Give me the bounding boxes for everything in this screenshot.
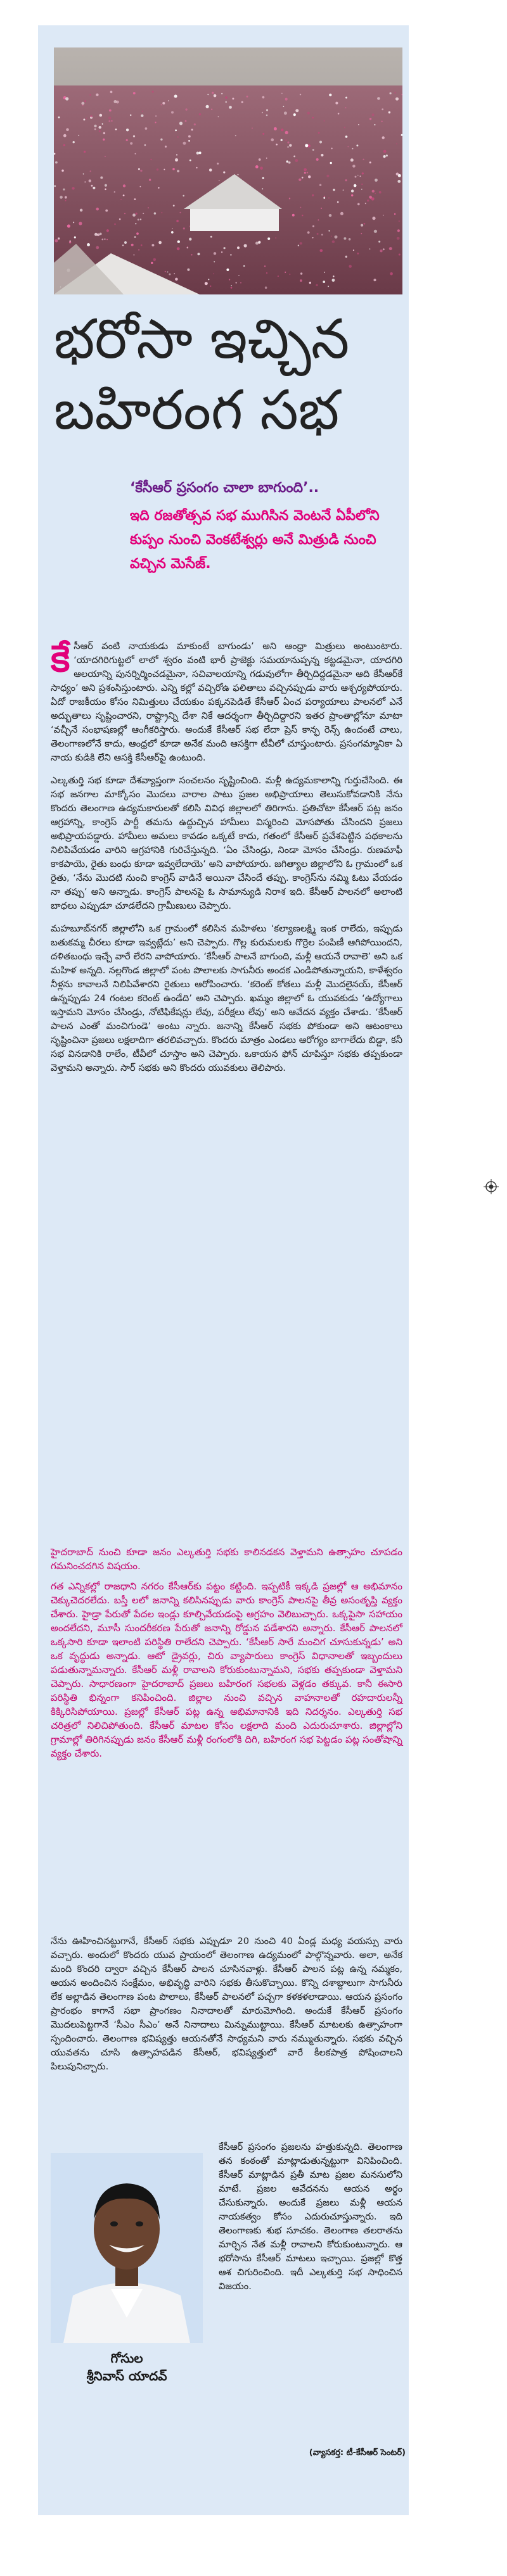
article-paragraph-3: మహబూబ్‌నగర్ జిల్లాలోని ఒక గ్రామంలో కలిసిన మహిళలు ‘కల్యాణలక్ష్మి ఇంక రాలేదు, ఇప్పుడు బతుకమ్మ చీరలు కూడా ఇవ్వట్లేదు’ అని చెప్పారు. గొల్ల కురుమలకు గొర్రెల పంపిణీ ఆగిపోయిందని, దళితబంధు ఇచ్చే వారే లేరని వాపోయారు. ‘కేసీఆర్ పాలనే బాగుంది, మళ్లీ ఆయనే రావాలె’ అని ఒక మహిళ అన్నది. నల్లగొండ జిల్లాలో పంట పొలాలకు సాగునీరు అందక ఎండిపోతున్నాయని, కాళేశ్వరం నీళ్లను కావాలనే నిలిపివేశారని రైతులు ఆరోపించారు. ‘కరెంట్ కోతలు మళ్లీ మొదలైనయ్, కేసీఆర్ ఉన్నప్పుడు 24 గంటల కరెంట్ ఉండేది’ అని చెప్పారు. ఖమ్మం జిల్లాలో ఓ యువకుడు ‘ఉద్యోగాలు ఇస్తామని మోసం చేసిండ్రు, నోటిఫికేషన్లు లేవు, పరీక్షలు లేవు’ అని ఆవేదన వ్యక్తం చేశాడు. ‘కేసీఆర్ పాలన ఎంతో మంచిగుండె’ అంటు న్నారు. జనాన్ని కేసీఆర్ సభకు పోకుండా అని ఆటంకాలు సృష్టించినా ప్రజలు లక్షలాదిగా తరలివచ్చారు. కొందరు మాత్రం ఎండలు ఆరోగ్యం బాగాలేదు బిడ్డా, కనీ సభ వినడానికి రాలేం, టీవీలో చూస్తాం అని చెప్పారు. ఒకాయన ఫోన్ చూపిస్తూ సభకు తప్పకుండా వెళ్తామని అన్నారు. సార్ సభకు అని కొందరు యువకులు తెలిపారు. [51, 923, 402, 1073]
subheading-text: ఇది రజతోత్సవ సభ ముగిసిన వెంటనే ఏపీలోని కుప్పం నుంచి వెంకటేశ్వర్లు అనే మిత్రుడి నుంచి వచ్చిన మెసేజ్. [130, 508, 380, 572]
subheading-quote: ‘కేసీఆర్ ప్రసంగం చాలా బాగుంది’.. [130, 480, 319, 496]
headline-line-1: భరోసా ఇచ్చిన [54, 308, 350, 371]
article2-paragraph-1: నేను ఊహించినట్టుగానే, కేసీఆర్ సభకు ఎప్పుడూ 20 నుంచి 40 ఏండ్ల మధ్య వయస్సు వారు వచ్చారు. అందులో కొందరు యువ ప్రాయంలో తెలంగాణ ఉద్యమంలో పాల్గొన్నవారు. అలా, అనేక మంది కొందరి ద్వారా వచ్చిన కేసీఆర్ పాలన చూసినవాళ్లు. కేసీఆర్ పాలన పట్ల ఉన్న నమ్మకం, ఆయన అందించిన సంక్షేమం, అభివృద్ధి వారిని సభకు తీసుకొచ్చాయి. కొన్ని దశాబ్దాలుగా సాగునీరు లేక అల్లాడిన తెలంగాణ పంట పొలాలు, కేసీఆర్ పాలనలో పచ్చగా కళకళలాడాయి. ఆయన ప్రసంగం ప్రారంభం కాగానే సభా ప్రాంగణం నినాదాలతో మారుమోగింది. అందుకే కేసీఆర్ ప్రసంగం మొదలుపెట్టగానే ‘సీఎం సీఎం’ అనే నినాదాలు మిన్నుముట్టాయి. కేసీఆర్ మాటలకు ఉత్సాహంగా స్పందించారు. తెలంగాణ భవిష్యత్తు ఆయనతోనే సాధ్యమని వారు నమ్ముతున్నారు. సభకు వచ్చిన యువతను చూసి ఉత్సాహపడిన కేసీఆర్, భవిష్యత్తులో వారే కీలకపాత్ర పోషించాలని పిలుపునిచ్చారు. [51, 1936, 402, 2072]
headline-line-2: బహిరంగ సభ [54, 379, 340, 442]
author-credit: (వ్యాసకర్త: టీ-కేసీఆర్ సెంటర్) [309, 2448, 406, 2458]
registration-mark-icon [484, 1179, 499, 1194]
drop-cap: కే [51, 637, 70, 680]
sidebar-text: కేసీఆర్ ప్రసంగం ప్రజలను హత్తుకున్నది. తెలంగాణ తన కంఠంతో మాట్లాడుతున్నట్టుగా వినిపించింది. కేసీఆర్ మాట్లాడిన ప్రతీ మాట ప్రజల మనసులోని మాటే. ప్రజల ఆవేదనను ఆయన అర్థం చేసుకున్నారు. అందుకే ప్రజలు మళ్లీ ఆయన నాయకత్వం కోసం ఎదురుచూస్తున్నారు. ఇది తెలంగాణకు శుభ సూచకం. తెలంగాణ తలరాతను మార్చిన నేత మళ్లీ రావాలని కోరుకుంటున్నారు. ఆ భరోసాను కేసీఆర్ మాటలు ఇచ్చాయి. ప్రజల్లో కొత్త ఆశ చిగురించింది. ఇదీ ఎల్కతుర్తి సభ సాధించిన విజయం. [219, 2142, 402, 2292]
headline [54, 304, 402, 446]
highlight-section [51, 1545, 402, 1760]
article-paragraph-2: ఎల్కతుర్తి సభ కూడా దేశవ్యాప్తంగా సంచలనం సృష్టించింది. మళ్లీ ఉద్యమకాలాన్ని గుర్తుచేసింది. ఈ సభ జనగాల మాక్కోసం మొదలు వారాల పాటు ప్రజల అభిప్రాయాలు తెలుసుకోవడానికి నేను కొందరు తెలంగాణ ఉద్యమకారులతో కలిసి వివిధ జిల్లాలలో తిరిగాను. ప్రతిచోటా కేసీఆర్ పట్ల జనం ఆగ్రహాన్ని, కాంగ్రెస్ పార్టీ తమను ఉద్దుచ్చిన హామీలు విస్మరించి మోసపోతు చేసిందని ప్రజలు అభిప్రాయపడ్డారు. హామీలు అమలు కావడం ఒక్కటే కాదు, గతంలో కేసీఆర్ ప్రవేశపెట్టిన పథకాలను నిలిపివేయడం వారిని ఆగ్రహానికి గురిచేస్తున్నది. ‘ఏం చేసిండ్రు, నిండా మోసం చేసిండ్రు. రుణమాఫీ కాకపాయె, రైతు బంధు కూడా ఇవ్వలేదాయె’ అని వాపోయారు. జగిత్యాల జిల్లాలోని ఓ గ్రామంలో ఒక రైతు, ‘నేను మొదటి నుంచి కాంగ్రెస్ వాడినే అయినా చేసిందే తప్పు. కాంగ్రెస్‌ను నమ్మి ఓటు వేయడం నా తప్పు’ అని అన్నాడు. కాంగ్రెస్ పాలనపై ఓ సామాన్యుడి నిరాశ ఇది. కేసీఆర్ పాలనలో అలాంటి బాధలు ఎప్పుడూ చూడలేదని గ్రామీణులు చెప్పారు. [51, 775, 402, 911]
highlight-paragraph-2: గత ఎన్నికల్లో రాజధాని నగరం కేసీఆర్‌కు పట్టం కట్టింది. ఇప్పటికీ ఇక్కడి ప్రజల్లో ఆ అభిమానం చెక్కుచెదరలేదు. బస్తీ లలో జనాన్ని కలిసినప్పుడు వారు కాంగ్రెస్ పాలనపై తీవ్ర అసంతృప్తి వ్యక్తం చేశారు. హైడ్రా పేరుతో పేదల ఇండ్లు కూల్చివేయడంపై ఆగ్రహం వెలిబుచ్చారు. ఒక్కపైసా సహాయం అందలేదని, మూసీ సుందరీకరణ పేరుతో జనాన్ని రోడ్డున పడేశారని అన్నారు. కేసీఆర్ పాలనలో ఒక్కసారి కూడా ఇలాంటి పరిస్థితి రాలేదని చెప్పారు. ‘కేసీఆర్ సారే మంచిగ చూసుకున్నడు’ అని ఒక వృద్ధుడు అన్నాడు. ఆటో డ్రైవర్లు, చిరు వ్యాపారులు కాంగ్రెస్ విధానాలతో ఇబ్బందులు పడుతున్నామన్నారు. కేసీఆర్ మళ్లీ రావాలని కోరుకుంటున్నామని, సభకు తప్పకుండా వెళ్తామని చెప్పారు. సాధారణంగా హైదరాబాద్ ప్రజలు బహిరంగ సభలకు వెళ్లడం తక్కువ. కానీ ఈసారి పరిస్థితి భిన్నంగా కనిపించింది. జిల్లాల నుంచి వచ్చిన వాహనాలతో రహదారులన్నీ కిక్కిరిసిపోయాయి. ప్రజల్లో కేసీఆర్ పట్ల ఉన్న అభిమానానికి ఇది నిదర్శనం. ఎల్కతుర్తి సభ చరిత్రలో నిలిచిపోతుంది. కేసీఆర్ మాటల కోసం లక్షలాది మంది ఎదురుచూశారు. జిల్లాల్లోని గ్రామాల్లో తిరిగినప్పుడు జనం కేసీఆర్ మళ్లీ రంగంలోకి దిగి, బహిరంగ సభ పెట్టడం పట్ల సంతోషాన్ని వ్యక్తం చేశారు. [51, 1581, 402, 1759]
author-name: గోసుల శ్రీనివాస్ యాదవ్ [86, 2351, 167, 2383]
article-body-2 [51, 1935, 402, 2074]
author-photo [51, 2153, 203, 2343]
highlight-paragraph-1: హైదరాబాద్ నుంచి కూడా జనం ఎల్కతుర్తి సభకు కాలినడకన వెళ్తామని ఉత్సాహం చూపడం గమనించదగిన విషయం. [51, 1546, 402, 1572]
article-paragraph-1: సీఆర్ వంటి నాయకుడు మాకుంటే బాగుండు’ అని ఆంధ్రా మిత్రులు అంటుంటారు. ‘యాదగిరిగుట్టలో లాలో శ్వరం వంటి భారీ ప్రాజెక్టు సమయానుప్పన్న కట్టడమైనా, యాదగిరి ఆలయాన్ని పునర్నిర్మించడమైనా, సచివాలయాన్ని గడువులోగా తీర్చిదిద్దడమైనా ఆది కేసీఆర్‌కే సాధ్యం’ అని ప్రశంసిస్తుంటారు. ఎన్ని కల్లో వచ్చిరోఉ ఫలితాలు వచ్చినప్పుడు వారు ఆశ్చర్యపోయారు. ఏదో రాజకీయం కోసం నిమిత్తులు చేయకుం పక్కనపెడితే కేసీఆర్ ఏంచ పర్యాయాలు పాలనలో ఎనే అద్భుతాలు సృష్టించారని, రాష్ట్రాన్ని దేశా నికే ఆదర్శంగా తీర్చిదిద్దారని ఇతర ప్రాంతాల్లోనూ మాటా ‘వచ్చీనే సంభాషణల్లో ఆంగీకరిస్తారు. అందుకే కేసీఆర్ సభ లేదా ప్రెస్ కాన్ఫ రెన్స్ ఉందంటే చాలు, తెలంగాణలోనే కాదు, ఆంధ్రలో కూడా అనేక మంది ఆసక్తిగా టీవీలో చూస్తుంటారు. ప్రసంగమ్మానికా ఏ నాయ కుడికి లేని ఆసక్తి కేసీఆర్‌పై ఉంటుంది. [51, 641, 402, 763]
rally-crowd-photo [54, 47, 402, 294]
article-body [51, 637, 402, 1075]
subheading [130, 476, 390, 580]
